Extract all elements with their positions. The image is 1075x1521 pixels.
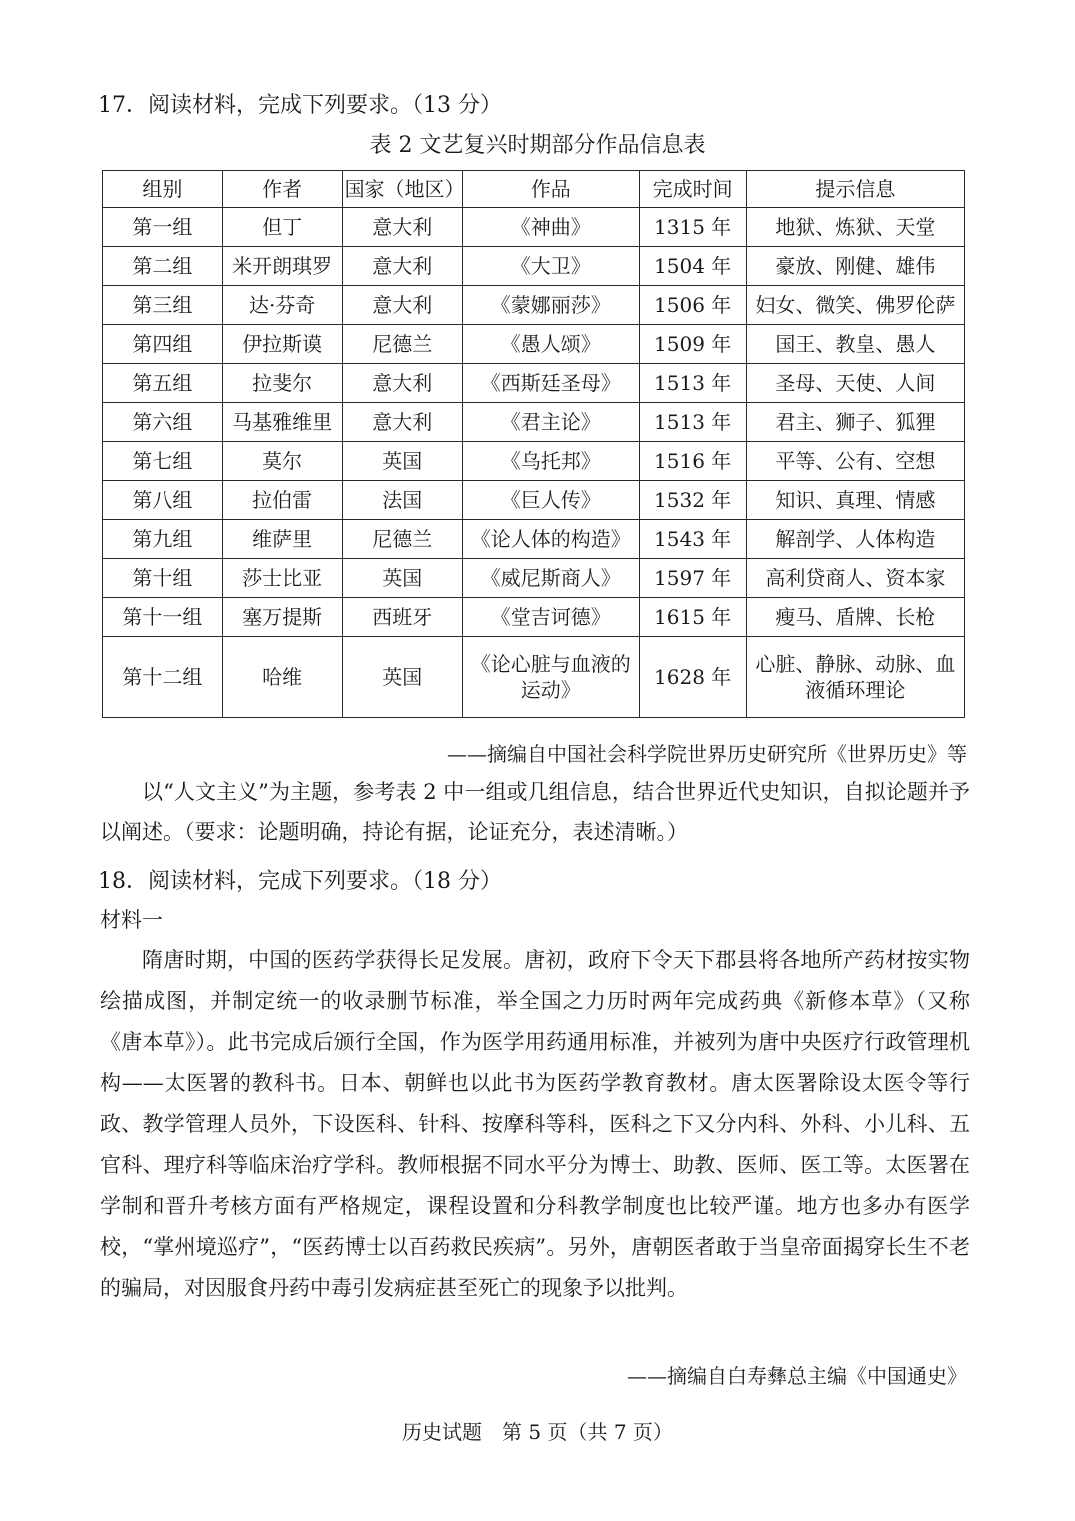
table-row xyxy=(103,520,965,559)
cell-group: 第三组 xyxy=(103,286,223,325)
cell-author: 但丁 xyxy=(222,208,342,247)
cell-author: 哈维 xyxy=(222,637,342,718)
cell-work: 《威尼斯商人》 xyxy=(463,559,640,598)
cell-author: 莎士比亚 xyxy=(222,559,342,598)
question-17-title: 17．阅读材料，完成下列要求。（13 分） xyxy=(98,93,502,118)
cell-country: 意大利 xyxy=(342,364,462,403)
cell-year: 1315 年 xyxy=(639,208,746,247)
cell-work: 《巨人传》 xyxy=(463,481,640,520)
question-17-prompt: 以“人文主义”为主题，参考表 2 中一组或几组信息，结合世界近代史知识，自拟论题并予以阐述。（要求：论题明确，持论有据，论证充分，表述清晰。） xyxy=(100,780,970,844)
cell-hint: 地狱、炼狱、天堂 xyxy=(746,208,964,247)
cell-country: 意大利 xyxy=(342,208,462,247)
cell-author: 维萨里 xyxy=(222,520,342,559)
cell-year: 1597 年 xyxy=(639,559,746,598)
cell-work: 《蒙娜丽莎》 xyxy=(463,286,640,325)
table-row xyxy=(103,559,965,598)
cell-year: 1513 年 xyxy=(639,364,746,403)
cell-hint: 君主、狮子、狐狸 xyxy=(746,403,964,442)
cell-hint: 知识、真理、情感 xyxy=(746,481,964,520)
cell-year: 1615 年 xyxy=(639,598,746,637)
cell-author: 拉伯雷 xyxy=(222,481,342,520)
cell-group: 第五组 xyxy=(103,364,223,403)
cell-country: 英国 xyxy=(342,637,462,718)
cell-country: 西班牙 xyxy=(342,598,462,637)
cell-group: 第九组 xyxy=(103,520,223,559)
cell-work: 《西斯廷圣母》 xyxy=(463,364,640,403)
material-source: ——摘编自白寿彝总主编《中国通史》 xyxy=(627,1364,967,1388)
cell-hint: 平等、公有、空想 xyxy=(746,442,964,481)
cell-country: 意大利 xyxy=(342,403,462,442)
table-source: ——摘编自中国社会科学院世界历史研究所《世界历史》等 xyxy=(447,742,967,766)
cell-work: 《愚人颂》 xyxy=(463,325,640,364)
table-row xyxy=(103,637,965,718)
cell-group: 第八组 xyxy=(103,481,223,520)
cell-hint: 国王、教皇、愚人 xyxy=(746,325,964,364)
header-year: 完成时间 xyxy=(639,171,746,208)
table-row xyxy=(103,442,965,481)
cell-country: 意大利 xyxy=(342,247,462,286)
cell-hint: 解剖学、人体构造 xyxy=(746,520,964,559)
cell-hint: 圣母、天使、人间 xyxy=(746,364,964,403)
table-row xyxy=(103,364,965,403)
cell-country: 尼德兰 xyxy=(342,520,462,559)
table-row xyxy=(103,325,965,364)
renaissance-works-table xyxy=(102,170,965,718)
table-row xyxy=(103,403,965,442)
cell-country: 意大利 xyxy=(342,286,462,325)
cell-author: 伊拉斯谟 xyxy=(222,325,342,364)
cell-group: 第一组 xyxy=(103,208,223,247)
cell-year: 1543 年 xyxy=(639,520,746,559)
cell-hint: 瘦马、盾牌、长枪 xyxy=(746,598,964,637)
table-caption: 表 2 文艺复兴时期部分作品信息表 xyxy=(369,133,706,158)
question-18-title: 18．阅读材料，完成下列要求。（18 分） xyxy=(98,869,502,894)
table-row xyxy=(103,481,965,520)
cell-author: 达·芬奇 xyxy=(222,286,342,325)
header-author: 作者 xyxy=(222,171,342,208)
page-footer: 历史试题 第 5 页（共 7 页） xyxy=(402,1420,673,1444)
cell-year: 1513 年 xyxy=(639,403,746,442)
cell-group: 第六组 xyxy=(103,403,223,442)
cell-country: 英国 xyxy=(342,442,462,481)
cell-work: 《论心脏与血液的运动》 xyxy=(463,637,640,718)
table-row xyxy=(103,598,965,637)
header-group: 组别 xyxy=(103,171,223,208)
cell-group: 第十一组 xyxy=(103,598,223,637)
cell-hint: 豪放、刚健、雄伟 xyxy=(746,247,964,286)
cell-work: 《大卫》 xyxy=(463,247,640,286)
cell-work: 《神曲》 xyxy=(463,208,640,247)
cell-author: 拉斐尔 xyxy=(222,364,342,403)
cell-author: 马基雅维里 xyxy=(222,403,342,442)
cell-hint: 妇女、微笑、佛罗伦萨 xyxy=(746,286,964,325)
cell-country: 尼德兰 xyxy=(342,325,462,364)
table-row xyxy=(103,286,965,325)
table-header-row xyxy=(103,171,965,208)
cell-group: 第十二组 xyxy=(103,637,223,718)
cell-author: 塞万提斯 xyxy=(222,598,342,637)
cell-year: 1532 年 xyxy=(639,481,746,520)
cell-year: 1506 年 xyxy=(639,286,746,325)
cell-hint: 高利贷商人、资本家 xyxy=(746,559,964,598)
cell-year: 1504 年 xyxy=(639,247,746,286)
cell-work: 《论人体的构造》 xyxy=(463,520,640,559)
material-text: 隋唐时期，中国的医药学获得长足发展。唐初，政府下令天下郡县将各地所产药材按实物绘描成图，并制定统一的收录删节标准，举全国之力历时两年完成药典《新修本草》（又称《唐本草》）。此书完成后颁行全国，作为医学用药通用标准，并被列为唐中央医疗行政管理机构——太医署的教科书。日本、朝鲜也以此书为医药学教育教材。唐太医署除设太医令等行政、教学管理人员外，下设医科、针科、按摩科等科，医科之下又分内科、外科、小儿科、五官科、理疗科等临床治疗学科。教师根据不同水平分为博士、助教、医师、医工等。太医署在学制和晋升考核方面有严格规定，课程设置和分科教学制度也比较严谨。地方也多办有医学校，“掌州境巡疗”，“医药博士以百药救民疾病”。另外，唐朝医者敢于当皇帝面揭穿长生不老的骗局，对因服食丹药中毒引发病症甚至死亡的现象予以批判。 xyxy=(100,948,970,1300)
table-row xyxy=(103,208,965,247)
cell-year: 1628 年 xyxy=(639,637,746,718)
material-label: 材料一 xyxy=(100,908,163,932)
cell-work: 《君主论》 xyxy=(463,403,640,442)
cell-group: 第七组 xyxy=(103,442,223,481)
cell-group: 第二组 xyxy=(103,247,223,286)
cell-group: 第十组 xyxy=(103,559,223,598)
cell-year: 1516 年 xyxy=(639,442,746,481)
cell-group: 第四组 xyxy=(103,325,223,364)
header-work: 作品 xyxy=(463,171,640,208)
cell-author: 莫尔 xyxy=(222,442,342,481)
cell-work: 《乌托邦》 xyxy=(463,442,640,481)
cell-country: 英国 xyxy=(342,559,462,598)
header-hint: 提示信息 xyxy=(746,171,964,208)
cell-country: 法国 xyxy=(342,481,462,520)
cell-author: 米开朗琪罗 xyxy=(222,247,342,286)
header-country: 国家（地区） xyxy=(342,171,462,208)
cell-year: 1509 年 xyxy=(639,325,746,364)
cell-work: 《堂吉诃德》 xyxy=(463,598,640,637)
cell-hint: 心脏、静脉、动脉、血液循环理论 xyxy=(746,637,964,718)
table-row xyxy=(103,247,965,286)
